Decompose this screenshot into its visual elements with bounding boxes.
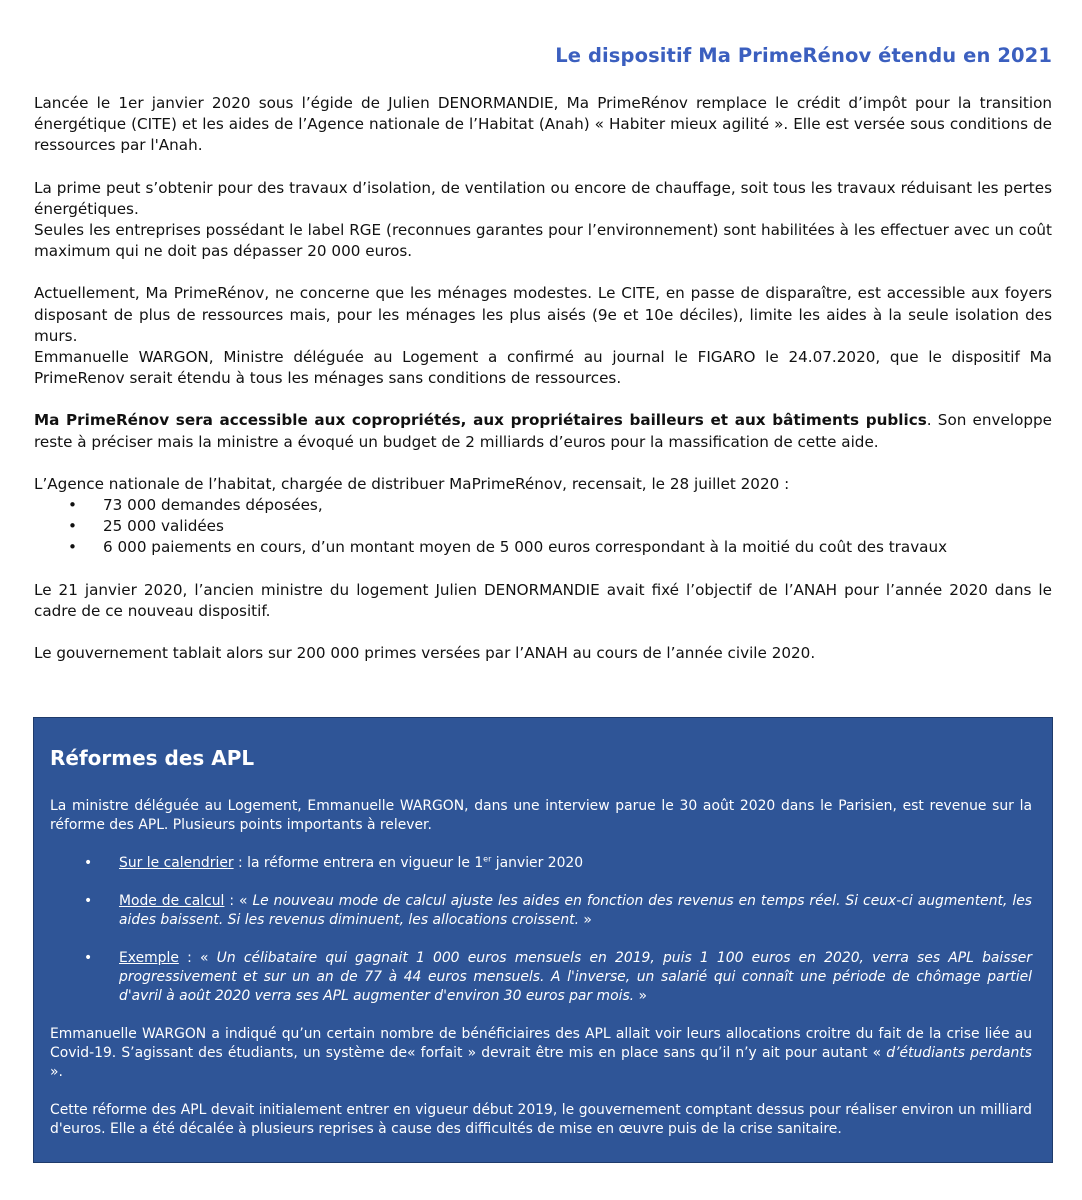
paragraph-intro: Lancée le 1er janvier 2020 sous l’égide de Julien DENORMANDIE, Ma PrimeRénov remplace le crédit d’impôt pour la transition énergétique (CITE) et les aides de l’Agence nationale de l’Habitat (Anah) « Habiter mieux agilité ». Elle est versée sous conditions de ressources par l'Anah. xyxy=(34,94,1052,155)
bullet-label-calcul: Mode de calcul xyxy=(119,893,225,909)
bold-statement: Ma PrimeRénov sera accessible aux copropriétés, aux propriétaires bailleurs et aux bâtiments publics xyxy=(34,411,927,430)
bullet-quote: Le nouveau mode de calcul ajuste les aides en fonction des revenus en temps réel. Si ceux-ci augmentent, les aides baissent. Si les revenus diminuent, les allocations croissent. xyxy=(119,893,1032,928)
bullet-text: : « xyxy=(224,893,253,909)
paragraph-accessible-rest: . Son enveloppe reste à préciser mais la ministre a évoqué un budget de 2 milliards d’euros pour la massification de cette aide. xyxy=(34,411,1052,451)
superscript: er xyxy=(483,854,492,864)
bullet-quote: Un célibataire qui gagnait 1 000 euros mensuels en 2019, puis 1 100 euros en 2020, verra ses APL baisser progressivement et sur un an de 77 à 44 euros mensuels. A l'inverse, un salarié qui connaît une période de chômage partiel d'avril à août 2020 verra ses APL augmenter d'environ 30 euros par mois. xyxy=(119,950,1032,1004)
box-text: Emmanuelle WARGON a indiqué qu’un certain nombre de bénéficiaires des APL allait voir leurs allocations croitre du fait de la crise liée au Covid-19. S’agissant des étudiants, un système de« forfait » devrait être mis en place sans qu’il n’y ait pour autant « xyxy=(50,1026,1032,1061)
bullet-text: : la réforme entrera en vigueur le 1 xyxy=(233,855,484,871)
bullet-text: janvier 2020 xyxy=(491,855,584,871)
bullet-label-calendar: Sur le calendrier xyxy=(119,855,234,871)
stats-list xyxy=(34,495,1052,559)
bullet-text: » xyxy=(579,912,592,928)
paragraph-government: Le gouvernement tablait alors sur 200 000 primes versées par l’ANAH au cours de l’année civile 2020. xyxy=(34,644,816,663)
list-item: • 73 000 demandes déposées, xyxy=(34,495,1052,516)
list-item xyxy=(50,892,1032,930)
box-intro: La ministre déléguée au Logement, Emmanuelle WARGON, dans une interview parue le 30 août 2020 dans le Parisien, est revenue sur la réforme des APL. Plusieurs points importants à relever. xyxy=(50,798,1032,833)
list-item: • 6 000 paiements en cours, d’un montant moyen de 5 000 euros correspondant à la moitié du coût des travaux xyxy=(34,537,1052,558)
box-paragraph-students xyxy=(50,1025,1032,1082)
paragraph-wargon: Emmanuelle WARGON, Ministre déléguée au Logement a confirmé au journal le FIGARO le 24.07.2020, que le dispositif Ma PrimeRenov serait étendu à tous les ménages sans conditions de ressources. xyxy=(34,348,1052,388)
list-item xyxy=(50,949,1032,1006)
box-heading: Réformes des APL xyxy=(50,746,255,770)
apl-reform-box xyxy=(33,717,1053,1163)
bullet-text: : « xyxy=(178,950,217,966)
paragraph-objective: Le 21 janvier 2020, l’ancien ministre du logement Julien DENORMANDIE avait fixé l’objectif de l’ANAH pour l’année 2020 dans le cadre de ce nouveau dispositif. xyxy=(34,580,1052,620)
document-body xyxy=(34,44,1052,664)
paragraph-anah-stats: L’Agence nationale de l’habitat, chargée de distribuer MaPrimeRénov, recensait, le 28 juillet 2020 : xyxy=(34,474,790,493)
page-title: Le dispositif Ma PrimeRénov étendu en 2021 xyxy=(555,44,1052,67)
box-paragraph-delay: Cette réforme des APL devait initialement entrer en vigueur début 2019, le gouvernement comptant dessus pour réaliser environ un milliard d'euros. Elle a été décalée à plusieurs reprises à cause des difficultés de mise en œuvre puis de la crise sanitaire. xyxy=(50,1102,1032,1137)
box-text: ». xyxy=(50,1064,63,1080)
list-item xyxy=(50,854,1032,873)
bullet-label-example: Exemple xyxy=(119,950,179,966)
bullet-text: » xyxy=(634,988,648,1004)
box-italic: d’étudiants perdants xyxy=(886,1045,1033,1061)
paragraph-works: La prime peut s’obtenir pour des travaux d’isolation, de ventilation ou encore de chauffage, soit tous les travaux réduisant les pertes énergétiques. xyxy=(34,178,1052,218)
paragraph-accessible xyxy=(34,410,1052,452)
paragraph-rge: Seules les entreprises possédant le label RGE (reconnues garantes pour l’environnement) sont habilitées à les effectuer avec un coût maximum qui ne doit pas dépasser 20 000 euros. xyxy=(34,221,1052,261)
box-bullets xyxy=(50,854,1032,1006)
paragraph-current: Actuellement, Ma PrimeRénov, ne concerne que les ménages modestes. Le CITE, en passe de disparaître, est accessible aux foyers disposant de plus de ressources mais, pour les ménages les plus aisés (9e et 10e déciles), limite les aides à la seule isolation des murs. xyxy=(34,284,1052,345)
list-item: • 25 000 validées xyxy=(34,516,1052,537)
